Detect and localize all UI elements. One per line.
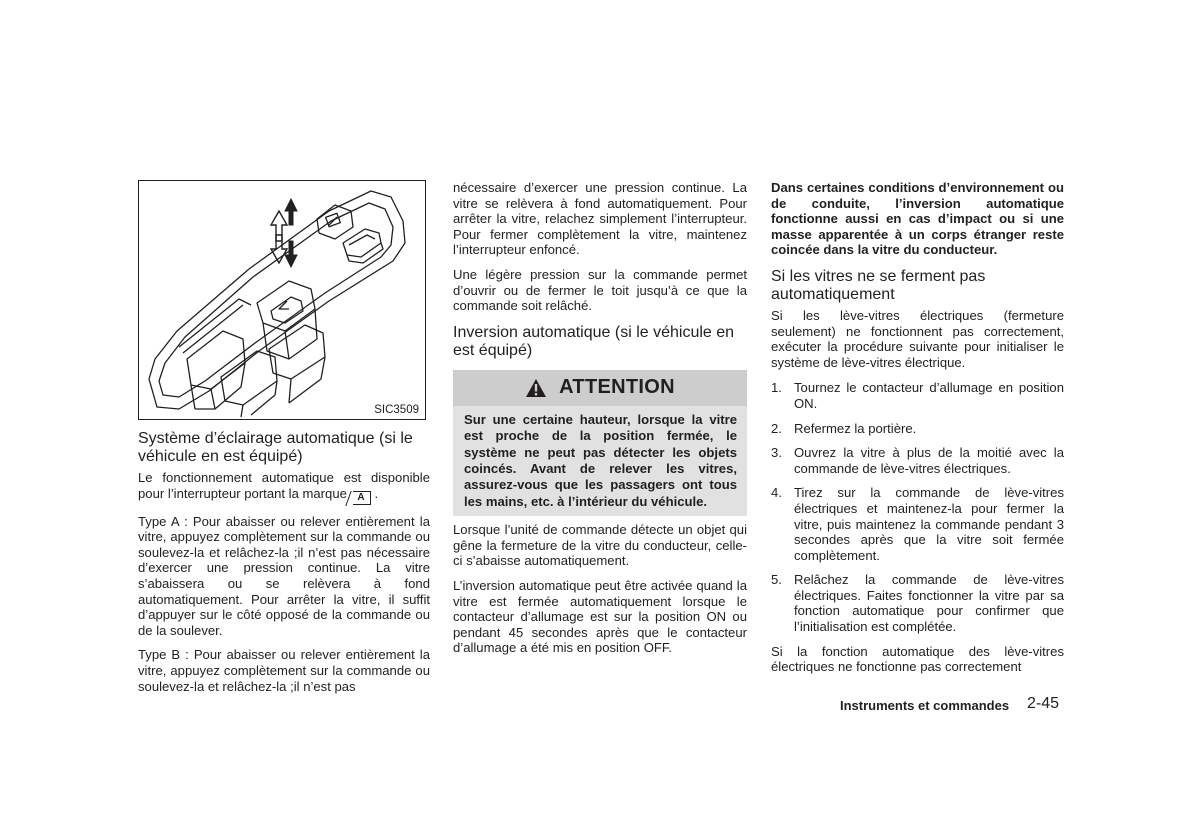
type-a-paragraph: Type A : Pour abaisser ou relever entièrement la vitre, appuyez complètement sur la commande ou soulevez-la et relâchez-la ;il n’est pas nécessaire d’exercer une pression continue. La vitre s’abaissera ou se relèvera à fond automatiquement. Pour arrêter la vitre, il suffit d’appuyer sur le côté opposé de la commande ou de la soulever.: [138, 513, 430, 638]
window-switch-illustration: [138, 180, 426, 420]
impact-warning-paragraph: Dans certaines conditions d’environnement ou de conduite, l’inversion automatique fonctionne aussi en cas d’impact ou si une masse apparentée à un corps étranger reste coincée dans la vitre du conducteur.: [771, 180, 1064, 258]
init-steps-list: [771, 380, 1064, 634]
step-number: 5.: [771, 572, 782, 588]
section-heading-auto-reverse: Inversion automatique (si le véhicule en est équipé): [453, 323, 735, 359]
auto-intro-text: Le fonctionnement automatique est disponible pour l’interrupteur portant la marque: [138, 470, 430, 501]
auto-intro-end: .: [374, 485, 379, 501]
list-item: [771, 485, 1064, 563]
step-text: Refermez la portière.: [794, 420, 917, 436]
window-switch-drawing: [139, 181, 425, 419]
step-number: 4.: [771, 485, 782, 501]
attention-box: [453, 370, 747, 516]
closing-paragraph: Si la fonction automatique des lève-vitres électriques ne fonctionne pas correctement: [771, 643, 1064, 675]
warning-triangle-icon: [525, 378, 547, 398]
list-item: [771, 445, 1064, 476]
figure-label: SIC3509: [374, 404, 419, 416]
auto-intro-paragraph: [138, 470, 430, 505]
attention-text: Sur une certaine hauteur, lorsque la vitre est proche de la position fermée, le système ne peut pas détecter les objets coincés. Avant de relever les vitres, assurez-vous que les passagers ont tous les mains, etc. à l’intérieur du véhicule.: [464, 411, 737, 509]
attention-body: [453, 406, 747, 516]
step-number: 2.: [771, 420, 782, 436]
list-item: [771, 380, 1064, 411]
step-text: Tirez sur la commande de lève-vitres électriques et maintenez-la pour fermer la vitre, puis maintenez la commande pendant 3 secondes après que la vitre soit fermée complètement.: [794, 485, 1064, 563]
attention-header: [453, 370, 747, 406]
type-b-paragraph: Type B : Pour abaisser ou relever entièrement la vitre, appuyez complètement sur la commande ou soulevez-la et relâchez-la ;il n’est pas: [138, 647, 430, 694]
step-number: 1.: [771, 380, 782, 396]
detect-paragraph: Lorsque l’unité de commande détecte un objet qui gêne la fermeture de la vitre du conducteur, celle-ci s’abaisse automatiquement.: [453, 522, 747, 569]
page-number: 2-45: [1027, 695, 1060, 712]
list-item: [771, 572, 1064, 634]
list-item: [771, 421, 1064, 437]
activation-paragraph: L’inversion automatique peut être activée quand la vitre est fermée automatiquement lorsque le contacteur d’allumage est sur la position ON ou pendant 45 secondes après que le contacteur d’allumage a été mis en position OFF.: [453, 577, 747, 656]
step-text: Relâchez la commande de lève-vitres électriques. Faites fonctionner la vitre par sa fonction automatique pour confirmer que l’initialisation est complétée.: [794, 572, 1064, 635]
continuation-paragraph: nécessaire d’exercer une pression continue. La vitre se relèvera à fond automatiquement. Pour arrêter la vitre, relachez simplement l’interrupteur. Pour fermer complètement la vitre, maintenez l’interrupteur enfoncé.: [453, 180, 747, 258]
init-intro-paragraph: Si les lève-vitres électriques (fermeture seulement) ne fonctionnent pas correctement, exécuter la procédure suivante pour initialiser le système de lève-vitres électrique.: [771, 307, 1064, 370]
step-number: 3.: [771, 445, 782, 461]
column-middle: [453, 180, 747, 656]
column-left: [138, 180, 430, 694]
section-heading-not-closing: Si les vitres ne se ferment pas automatiquement: [771, 267, 986, 303]
roof-paragraph: Une légère pression sur la commande permet d’ouvrir ou de fermer le toit jusqu’à ce que la commande soit relâché.: [453, 266, 747, 314]
footer-section-title: Instruments et commandes: [840, 698, 1010, 713]
step-text: Tournez le contacteur d’allumage en position ON.: [794, 380, 1064, 411]
auto-mark-icon: A: [353, 491, 371, 505]
step-text: Ouvrez la vitre à plus de la moitié avec la commande de lève-vitres électriques.: [794, 445, 1064, 476]
attention-title: ATTENTION: [559, 376, 675, 399]
section-heading-auto-lighting: Système d’éclairage automatique (si le véhicule en est équipé): [138, 430, 413, 465]
column-right: [771, 180, 1064, 675]
